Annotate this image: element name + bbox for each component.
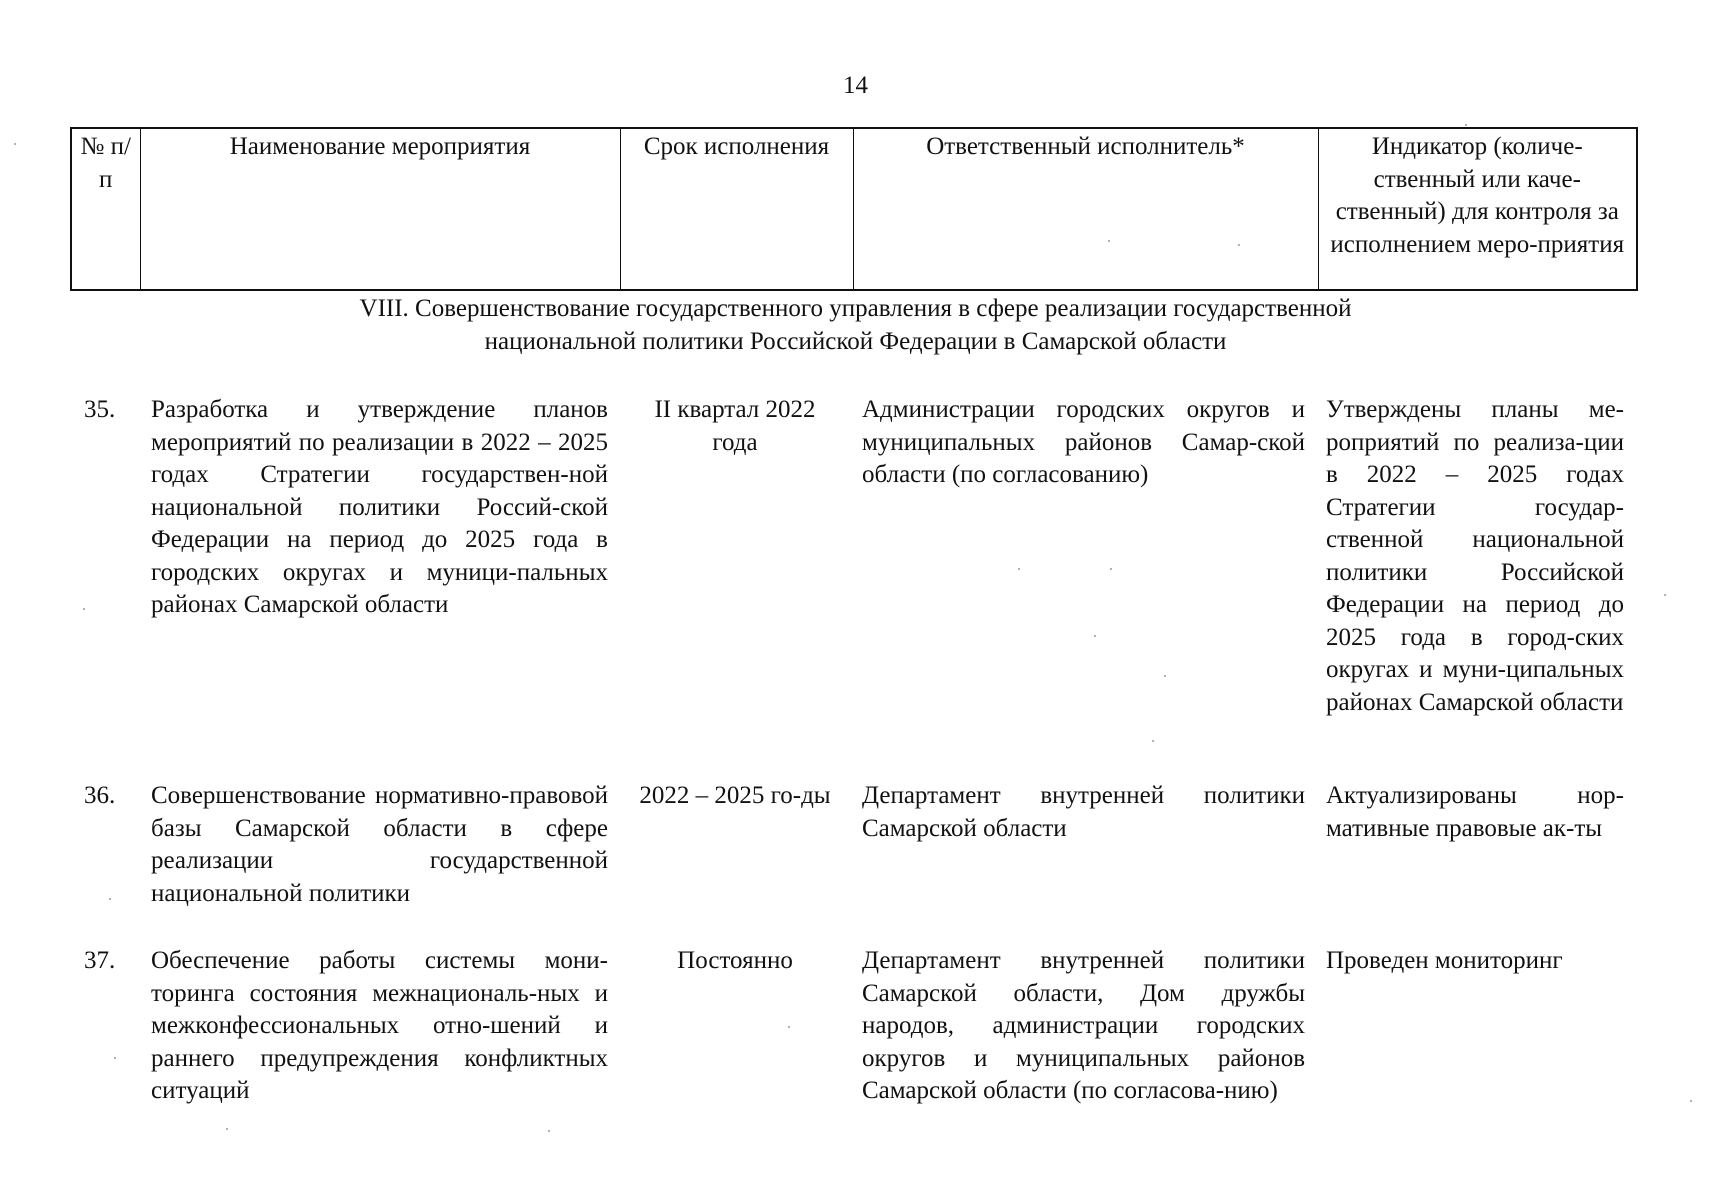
row-36-number: 36. [84, 782, 116, 809]
header-deadline: Срок исполнения [620, 128, 853, 290]
row-37-deadline: Постоянно [677, 947, 793, 974]
scan-speck [1110, 568, 1112, 570]
section-title-line2: национальной политики Российской Федерации в Самарской области [484, 327, 1227, 355]
row-37-name: Обеспечение работы системы мони-торинга состояния межнациональ-ных и межконфессиональных отно-шений и раннего предупреждения конфликтных ситуаций [151, 947, 608, 1104]
scan-speck [114, 1057, 116, 1059]
scan-speck [1465, 124, 1467, 126]
scan-speck [14, 143, 16, 145]
header-indicator: Индикатор (количе-ственный или каче-ственный) для контроля за исполнением меро-приятия [1318, 128, 1637, 290]
scan-speck [1238, 244, 1240, 246]
row-36-name: Совершенствование нормативно-правовой базы Самарской области в сфере реализации государственной национальной политики [151, 782, 608, 907]
row-36-responsible: Департамент внутренней политики Самарской области [862, 782, 1305, 842]
table-header [70, 127, 1638, 291]
scan-speck [1094, 635, 1096, 637]
scan-speck [548, 1130, 550, 1132]
section-title-line1: VIII. Совершенствование государственного управления в сфере реализации государственной [359, 295, 1352, 322]
header-responsible: Ответственный исполнитель* [853, 128, 1318, 290]
scan-speck [83, 608, 85, 610]
row-36-indicator: Актуализированы нор-мативные правовые ак-ты [1326, 782, 1624, 842]
scan-speck [1664, 594, 1666, 596]
scan-speck [226, 1128, 228, 1130]
scan-speck [1108, 240, 1110, 242]
row-37-indicator: Проведен мониторинг [1326, 947, 1563, 974]
header-name: Наименование мероприятия [140, 128, 620, 290]
scan-speck [1018, 568, 1020, 570]
row-35-name: Разработка и утверждение планов мероприятий по реализации в 2022 – 2025 годах Стратегии государствен-ной национальной политики Россий-ской Федерации на период до 2025 года в городских округах и муници-пальных районах Самарской области [151, 396, 608, 618]
row-37-responsible: Департамент внутренней политики Самарской области, Дом дружбы народов, администрации городских округов и муниципальных районов Самарской области (по согласова-нию) [862, 947, 1305, 1104]
scan-speck [788, 1026, 790, 1028]
section-title [0, 293, 1711, 358]
row-37-number: 37. [84, 947, 116, 974]
scan-speck [109, 898, 111, 900]
row-35-responsible: Администрации городских округов и муниципальных районов Самар-ской области (по согласованию) [862, 396, 1305, 488]
row-35-indicator: Утверждены планы ме-роприятий по реализа-ции в 2022 – 2025 годах Стратегии государ-ственной национальной политики Российской Федерации на период до 2025 года в город-ских округах и муни-ципальных районах Самарской области [1326, 396, 1624, 716]
scan-speck [1152, 740, 1154, 742]
row-36-deadline: 2022 – 2025 го-ды [639, 782, 831, 809]
scan-speck [1164, 675, 1166, 677]
header-number: № п/п [71, 128, 140, 290]
row-35-deadline: II квартал 2022 года [654, 396, 816, 456]
scan-speck [1690, 1100, 1692, 1102]
row-35-number: 35. [84, 396, 116, 423]
page-number: 14 [843, 72, 868, 99]
